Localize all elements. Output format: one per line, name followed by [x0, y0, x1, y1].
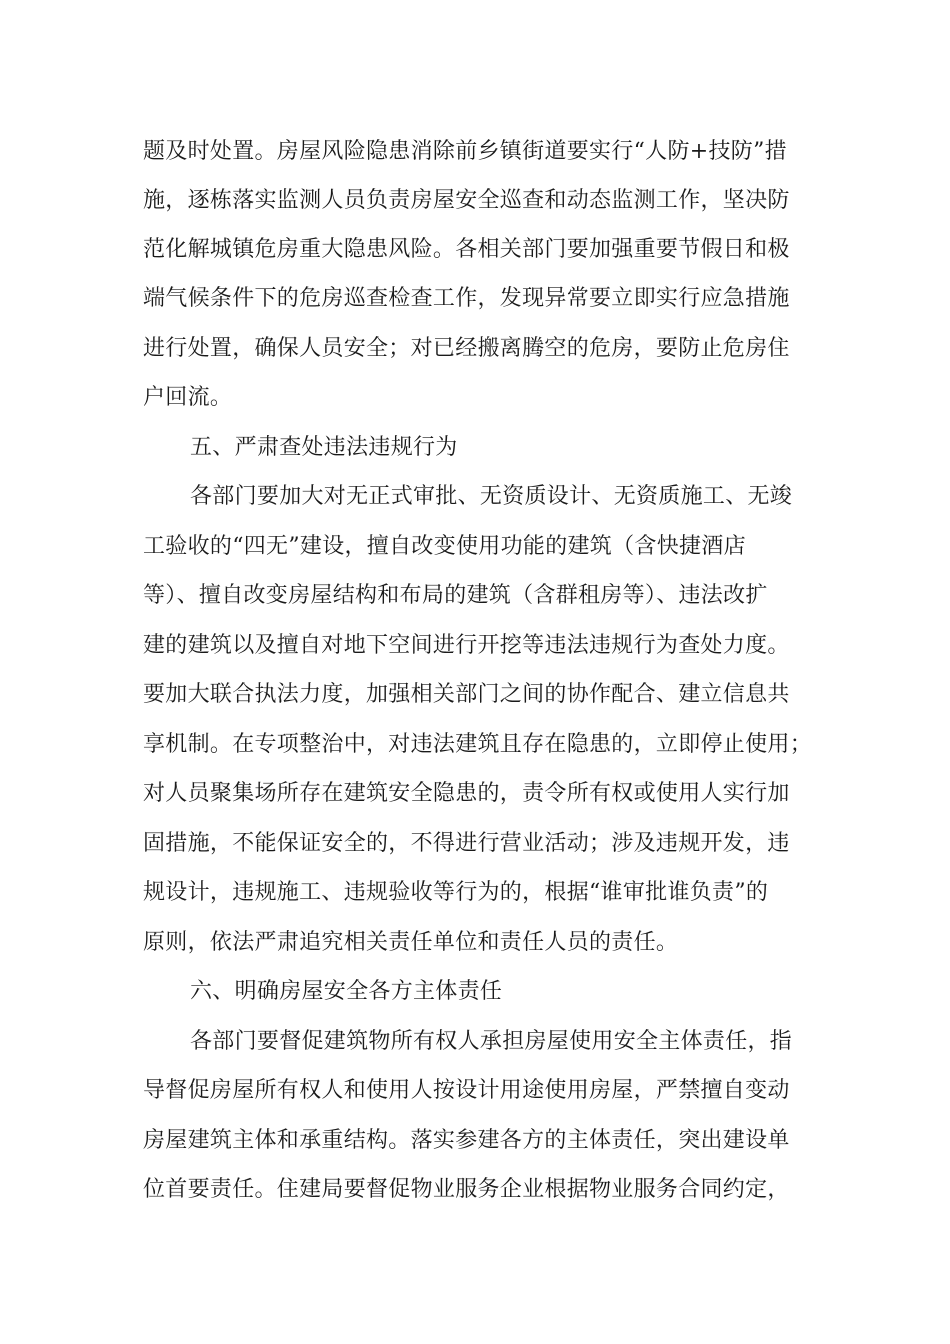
- text-line: 户回流。: [143, 385, 233, 410]
- text-line: 原则，依法严肃追究相关责任单位和责任人员的责任。: [143, 930, 679, 955]
- text-line: 建的建筑以及擅自对地下空间进行开挖等违法违规行为查处力度。: [143, 633, 790, 658]
- text-line: 端气候条件下的危房巡查检查工作，发现异常要立即实行应急措施: [143, 286, 790, 311]
- text-line: 范化解城镇危房重大隐患风险。各相关部门要加强重要节假日和极: [143, 237, 790, 262]
- section-heading: 五、严肃查处违法违规行为: [190, 435, 458, 460]
- text-line: 要加大联合执法力度，加强相关部门之间的协作配合、建立信息共: [143, 682, 790, 707]
- text-line: 位首要责任。住建局要督促物业服务企业根据物业服务合同约定，: [143, 1177, 790, 1202]
- text-line: 等）、擅自改变房屋结构和布局的建筑（含群租房等）、违法改扩: [143, 583, 768, 608]
- text-line: 规设计，违规施工、违规验收等行为的，根据“谁审批谁负责”的: [143, 880, 769, 905]
- text-line: 工验收的“四无”建设，擅自改变使用功能的建筑（含快捷酒店: [143, 534, 746, 559]
- text-line: 享机制。在专项整治中，对违法建筑且存在隐患的，立即停止使用；: [143, 732, 813, 757]
- text-line: 进行处置，确保人员安全；对已经搬离腾空的危房，要防止危房住: [143, 336, 790, 361]
- text-line: 房屋建筑主体和承重结构。落实参建各方的主体责任，突出建设单: [143, 1128, 790, 1153]
- text-line: 题及时处置。房屋风险隐患消除前乡镇街道要实行“人防+技防”措: [143, 139, 787, 164]
- text-line: 各部门要督促建筑物所有权人承担房屋使用安全主体责任，指: [190, 1029, 793, 1054]
- text-line: 各部门要加大对无正式审批、无资质设计、无资质施工、无竣: [190, 484, 793, 509]
- text-line: 导督促房屋所有权人和使用人按设计用途使用房屋，严禁擅自变动: [143, 1078, 790, 1103]
- text-line: 施，逐栋落实监测人员负责房屋安全巡查和动态监测工作，坚决防: [143, 188, 790, 213]
- section-heading: 六、明确房屋安全各方主体责任: [190, 979, 503, 1004]
- text-line: 对人员聚集场所存在建筑安全隐患的，责令所有权或使用人实行加: [143, 781, 790, 806]
- text-line: 固措施，不能保证安全的，不得进行营业活动；涉及违规开发，违: [143, 831, 790, 856]
